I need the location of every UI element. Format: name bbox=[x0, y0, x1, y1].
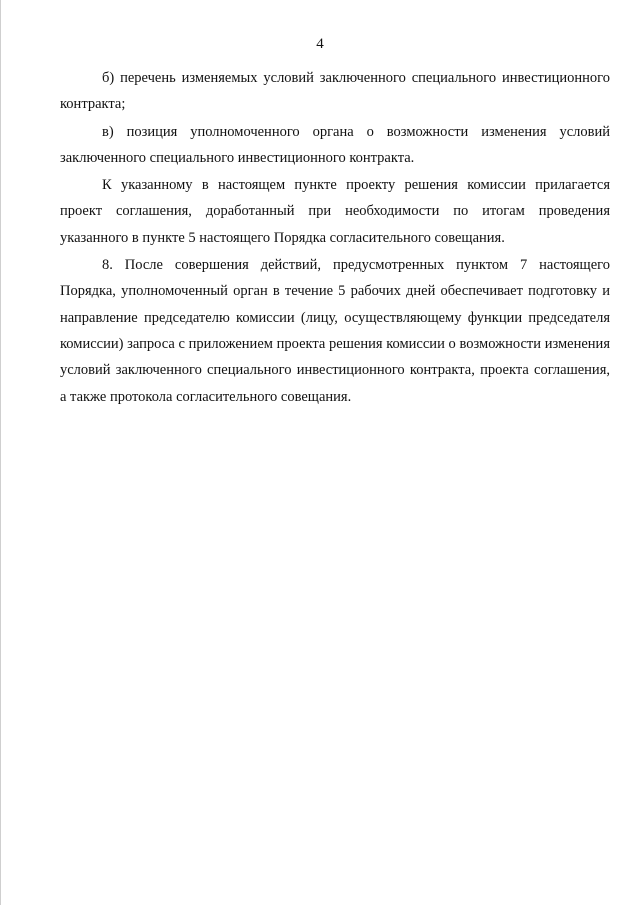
paragraph-attachment: К указанному в настоящем пункте проекту решения комиссии прилагается проект соглашения, доработанный при необходимости по итогам проведения указанного в пункте 5 настоящего Порядка согласительного совещания. bbox=[60, 177, 610, 246]
document-body bbox=[60, 65, 610, 411]
page-number: 4 bbox=[316, 36, 324, 52]
paragraph-v: в) позиция уполномоченного органа о возможности изменения условий заключенного специального инвестиционного контракта. bbox=[60, 123, 610, 166]
page-left-edge bbox=[0, 0, 1, 905]
paragraph-b: б) перечень изменяемых условий заключенного специального инвестиционного контракта; bbox=[60, 70, 610, 113]
paragraph-8: 8. После совершения действий, предусмотренных пунктом 7 настоящего Порядка, уполномоченный орган в течение 5 рабочих дней обеспечивает подготовку и направление председателю комиссии (лицу, осуществляющему функции председателя комиссии) запроса с приложением проекта решения комиссии о возможности изменения условий заключенного специального инвестиционного контракта, проекта соглашения, а также протокола согласительного совещания. bbox=[60, 257, 610, 405]
